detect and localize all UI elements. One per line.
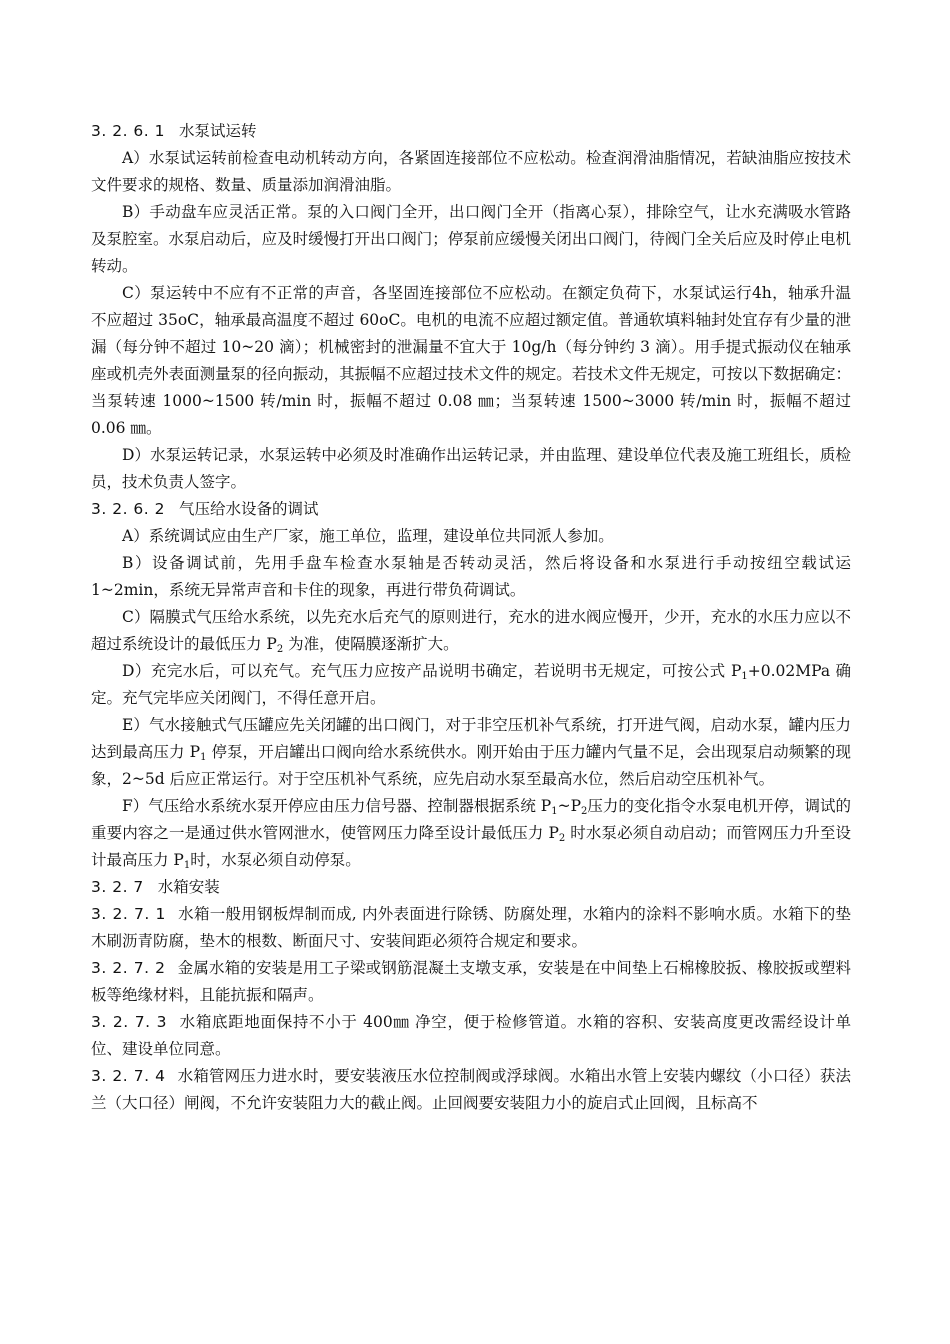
subscript: 2 xyxy=(558,833,566,844)
section-title: 气压给水设备的调试 xyxy=(179,500,319,518)
document-body xyxy=(91,118,851,1117)
section-title: 水箱安装 xyxy=(157,878,220,896)
paragraph: A）系统调试应由生产厂家，施工单位，监理，建设单位共同派人参加。 xyxy=(122,527,614,545)
paragraph-number: 3. 2. 7. 4 xyxy=(91,1067,166,1085)
subscript: 2 xyxy=(276,644,284,655)
subscript: 1 xyxy=(200,752,207,763)
subscript: 1 xyxy=(183,860,191,871)
text-run: ~P xyxy=(557,797,582,815)
section-heading xyxy=(91,118,851,145)
text-run: 压力的变化指令水泵电机开停，调试的重要内容之一是通过供水管网泄水，使管网压力降至设计最低压力 P xyxy=(91,797,851,842)
section-number: 3. 2. 6. 2 xyxy=(91,500,166,518)
paragraph-number: 3. 2. 7. 2 xyxy=(91,959,166,977)
subscript: 2 xyxy=(581,806,588,817)
paragraph-text: 水箱底距地面保持不小于 400㎜ 净空，便于检修管道。水箱的容积、安装高度更改需经设计单位、建设单位同意。 xyxy=(91,1013,851,1058)
section-title: 水泵试运转 xyxy=(179,122,257,140)
text-run: E）气水接触式气压罐应先关闭罐的出口阀门，对于非空压机补气系统，打开进气阀，启动水泵，罐内压力达到最高压力 P xyxy=(91,716,851,761)
paragraph: C）泵运转中不应有不正常的声音，各坚固连接部位不应松动。在额定负荷下，水泵试运行4h，轴承升温不应超过 35oC，轴承最高温度不超过 60oC。电机的电流不应超过额定值。普通软填料轴封处宜存有少量的泄漏（每分钟不超过 10~20 滴）；机械密封的泄漏量不宜大于 10g/h（每分钟约 3 滴）。用手提式振动仪在轴承座或机壳外表面测量泵的径向振动，其振幅不应超过技术文件的规定。若技术文件无规定，可按以下数据确定：当泵转速 1000~1500 转/min 时，振幅不超过 0.08 ㎜；当泵转速 1500~3000 转/min 时，振幅不超过 0.06 ㎜。 xyxy=(91,284,851,437)
numbered-paragraph xyxy=(91,1063,851,1117)
paragraph: B）手动盘车应灵活正常。泵的入口阀门全开，出口阀门全开（指离心泵），排除空气，让水充满吸水管路及泵腔室。水泵启动后，应及时缓慢打开出口阀门；停泵前应缓慢关闭出口阀门，待阀门全关后应及时停止电机转动。 xyxy=(91,203,851,275)
paragraph xyxy=(91,712,851,793)
paragraph: B）设备调试前，先用手盘车检查水泵轴是否转动灵活，然后将设备和水泵进行手动按纽空载试运 1~2min，系统无异常声音和卡住的现象，再进行带负荷调试。 xyxy=(91,554,851,599)
text-run: D）充完水后，可以充气。充气压力应按产品说明书确定，若说明书无规定，可按公式 P xyxy=(122,662,742,680)
paragraph xyxy=(91,658,851,712)
paragraph-number: 3. 2. 7. 1 xyxy=(91,905,166,923)
section-heading xyxy=(91,874,851,901)
section-heading xyxy=(91,496,851,523)
paragraph xyxy=(91,793,851,874)
section-number: 3. 2. 7 xyxy=(91,878,144,896)
numbered-paragraph xyxy=(91,1009,851,1063)
paragraph-text: 水箱一般用钢板焊制而成, 内外表面进行除锈、防腐处理，水箱内的涂料不影响水质。水箱下的垫木刷沥青防腐，垫木的根数、断面尺寸、安装间距必须符合规定和要求。 xyxy=(91,905,852,950)
paragraph: A）水泵试运转前检查电动机转动方向，各紧固连接部位不应松动。检查润滑油脂情况，若缺油脂应按技术文件要求的规格、数量、质量添加润滑油脂。 xyxy=(91,149,851,194)
numbered-paragraph xyxy=(91,901,851,955)
paragraph xyxy=(91,604,851,658)
paragraph-text: 金属水箱的安装是用工子梁或钢筋混凝土支墩支承，安装是在中间垫上石棉橡胶扳、橡胶扳或塑料板等绝缘材料，且能抗振和隔声。 xyxy=(91,959,851,1004)
text-run: +0.02MPa 确定。充气完毕应关闭阀门，不得任意开启。 xyxy=(91,662,851,707)
paragraph: D）水泵运转记录，水泵运转中必须及时准确作出运转记录，并由监理、建设单位代表及施工班组长，质检员，技术负责人签字。 xyxy=(91,446,851,491)
text-run: 为准，使隔膜逐渐扩大。 xyxy=(283,635,459,653)
paragraph-number: 3. 2. 7. 3 xyxy=(91,1013,168,1031)
text-run: 时水泵必须自动启动；而管网压力升至设计最高压力 P xyxy=(91,824,852,869)
paragraph-text: 水箱管网压力进水时，要安装液压水位控制阀或浮球阀。水箱出水管上安装内螺纹（小口径）获法兰（大口径）闸阀，不允许安装阻力大的截止阀。止回阀要安装阻力小的旋启式止回阀，且标高不 xyxy=(91,1067,851,1112)
text-run: F）气压给水系统水泵开停应由压力信号器、控制器根据系统 P xyxy=(122,797,552,815)
numbered-paragraph xyxy=(91,955,851,1009)
text-run: C）隔膜式气压给水系统，以先充水后充气的原则进行，充水的进水阀应慢开，少开，充水的水压力应以不超过系统设计的最低压力 P xyxy=(91,608,851,653)
subscript: 1 xyxy=(551,806,558,817)
text-run: 时，水泵必须自动停泵。 xyxy=(190,851,361,869)
section-number: 3. 2. 6. 1 xyxy=(91,122,166,140)
text-run: 停泵，开启罐出口阀向给水系统供水。刚开始由于压力罐内气量不足，会出现泵启动频繁的现象，2~5d 后应正常运行。对于空压机补气系统，应先启动水泵至最高水位，然后启动空压机补气。 xyxy=(91,743,851,788)
subscript: 1 xyxy=(741,671,748,682)
